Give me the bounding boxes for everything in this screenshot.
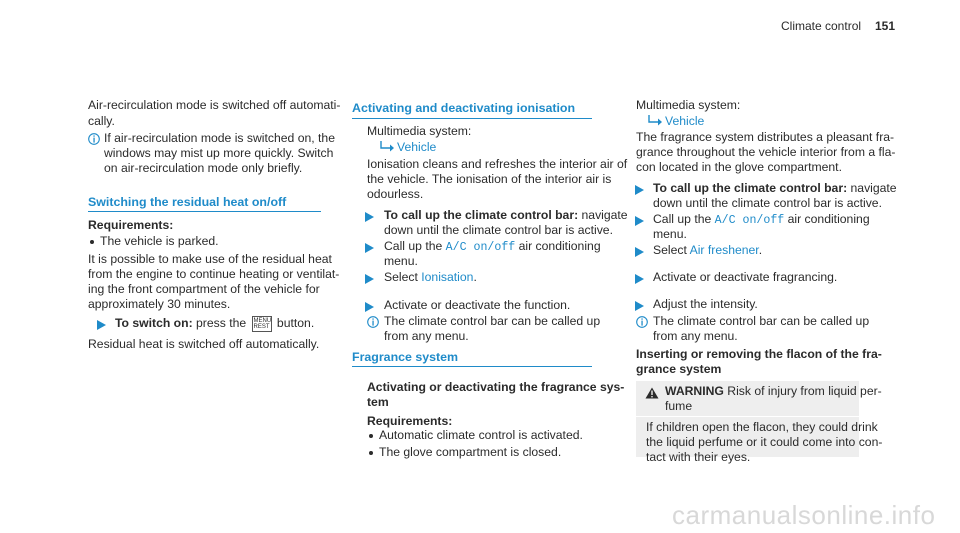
step-text: menu. — [653, 227, 687, 241]
step-arrow-icon — [97, 320, 106, 330]
step-text: down until the climate control bar is active. — [384, 223, 613, 237]
vehicle-menu-link[interactable]: Vehicle — [397, 140, 437, 154]
button-label-bottom: REST — [253, 324, 270, 330]
menu-button-icon — [252, 316, 272, 332]
step-text-part: . — [473, 270, 477, 284]
note-text: from any menu. — [653, 329, 738, 343]
warning-body: the liquid perfume or it could come into con- — [646, 435, 883, 449]
subheading: Activating or deactivating the fragrance sys- — [367, 380, 625, 394]
warning-triangle-icon — [645, 387, 659, 399]
vehicle-menu-link[interactable]: Vehicle — [665, 114, 705, 128]
warning-text: fume — [665, 399, 693, 413]
step-text: Activate or deactivate the function. — [384, 298, 571, 312]
step-arrow-icon — [635, 301, 644, 311]
section-heading: Switching the residual heat on/off — [88, 195, 287, 209]
section-title: Climate control — [781, 19, 862, 33]
step-text-part: Call up the — [384, 239, 446, 253]
step-text — [115, 316, 314, 332]
step-text-part: air conditioning — [784, 212, 870, 226]
ac-menu-link[interactable]: A/C on/off — [445, 241, 516, 254]
step-text-part: Select — [653, 243, 690, 257]
section-heading: Fragrance system — [352, 350, 459, 364]
warning-header — [665, 384, 882, 400]
note-text: The climate control bar can be called up — [384, 314, 601, 328]
warning-body: If children open the flacon, they could drink — [646, 420, 878, 434]
watermark: carmanualsonline.info — [672, 500, 936, 530]
paragraph: grance throughout the vehicle interior from a fla- — [636, 145, 896, 159]
paragraph: from the engine to continue heating or ventilat- — [88, 267, 340, 281]
step-arrow-icon — [365, 302, 374, 312]
subheading: tem — [367, 395, 389, 409]
heading-rule — [352, 118, 592, 119]
note-text: windows may mist up more quickly. Switch — [104, 146, 334, 160]
warning-divider — [636, 416, 859, 417]
air-freshener-link[interactable]: Air freshener — [689, 243, 759, 257]
requirement-item: The glove compartment is closed. — [379, 445, 562, 459]
info-icon — [367, 316, 379, 328]
bullet — [369, 434, 373, 438]
step-text — [384, 270, 477, 286]
heading-rule — [352, 366, 592, 367]
step-arrow-icon — [365, 243, 374, 253]
step-label: To call up the climate control bar: — [653, 181, 848, 195]
step-arrow-icon — [635, 274, 644, 284]
step-label: To switch on: — [115, 316, 193, 331]
page-number: 151 — [875, 19, 896, 33]
note-text: If air-recirculation mode is switched on, the — [104, 131, 335, 145]
paragraph: The fragrance system distributes a pleasant fra- — [636, 130, 895, 144]
multimedia-label: Multimedia system: — [636, 98, 741, 112]
step-text-part: press the — [192, 316, 250, 331]
paragraph: ing the front compartment of the vehicle for — [88, 282, 320, 296]
step-text-part: button. — [273, 316, 315, 331]
step-text — [653, 181, 897, 197]
requirements-label: Requirements: — [88, 218, 174, 232]
warning-body: tact with their eyes. — [646, 450, 751, 464]
step-text-part: Call up the — [653, 212, 715, 226]
bullet — [90, 240, 94, 244]
ionisation-link[interactable]: Ionisation — [421, 270, 474, 284]
paragraph: con located in the glove compartment. — [636, 160, 842, 174]
warning-text: Risk of injury from liquid per- — [723, 384, 882, 398]
step-text: Adjust the intensity. — [653, 297, 758, 311]
step-text-part: . — [758, 243, 763, 257]
menu-path-arrow-icon — [647, 114, 663, 128]
paragraph: the vehicle. The ionisation of the interior air is — [367, 172, 612, 186]
step-text-part: air conditioning — [515, 239, 601, 253]
paragraph: approximately 30 minutes. — [88, 297, 231, 311]
step-text — [653, 243, 762, 259]
step-text: menu. — [384, 254, 418, 268]
paragraph: Ionisation cleans and refreshes the interior air of — [367, 157, 628, 171]
multimedia-label: Multimedia system: — [367, 124, 472, 138]
step-arrow-icon — [635, 247, 644, 257]
note-text: on air-recirculation mode only briefly. — [104, 161, 303, 175]
step-arrow-icon — [635, 216, 644, 226]
warning-title: WARNING — [665, 384, 724, 398]
step-text: Activate or deactivate fragrancing. — [653, 270, 838, 284]
step-text — [384, 208, 628, 224]
step-text-part: navigate — [847, 181, 897, 195]
note-text: from any menu. — [384, 329, 469, 343]
section-heading: Activating and deactivating ionisation — [352, 101, 576, 115]
info-icon — [88, 133, 100, 145]
intro-text: Air-recirculation mode is switched off automati- — [88, 98, 341, 112]
subheading: grance system — [636, 362, 722, 376]
step-arrow-icon — [365, 212, 374, 222]
subheading: Inserting or removing the flacon of the fra- — [636, 347, 882, 361]
heading-rule — [88, 211, 321, 212]
note-text: The climate control bar can be called up — [653, 314, 870, 328]
requirement-item: The vehicle is parked. — [100, 234, 219, 248]
bullet — [369, 451, 373, 455]
ac-menu-link[interactable]: A/C on/off — [714, 214, 785, 227]
paragraph: odourless. — [367, 187, 424, 201]
info-icon — [636, 316, 648, 328]
step-arrow-icon — [635, 185, 644, 195]
requirement-item: Automatic climate control is activated. — [379, 428, 583, 442]
button-label-top: MENU — [253, 318, 272, 324]
step-text-part: Select — [384, 270, 422, 284]
step-text: down until the climate control bar is active. — [653, 196, 882, 210]
requirements-label: Requirements: — [367, 414, 453, 428]
step-text-part: navigate — [578, 208, 628, 222]
intro-text: cally. — [88, 114, 115, 128]
step-label: To call up the climate control bar: — [384, 208, 579, 222]
paragraph: It is possible to make use of the residual heat — [88, 252, 332, 266]
closing-text: Residual heat is switched off automatically. — [88, 337, 320, 351]
step-arrow-icon — [365, 274, 374, 284]
menu-path-arrow-icon — [379, 140, 395, 154]
